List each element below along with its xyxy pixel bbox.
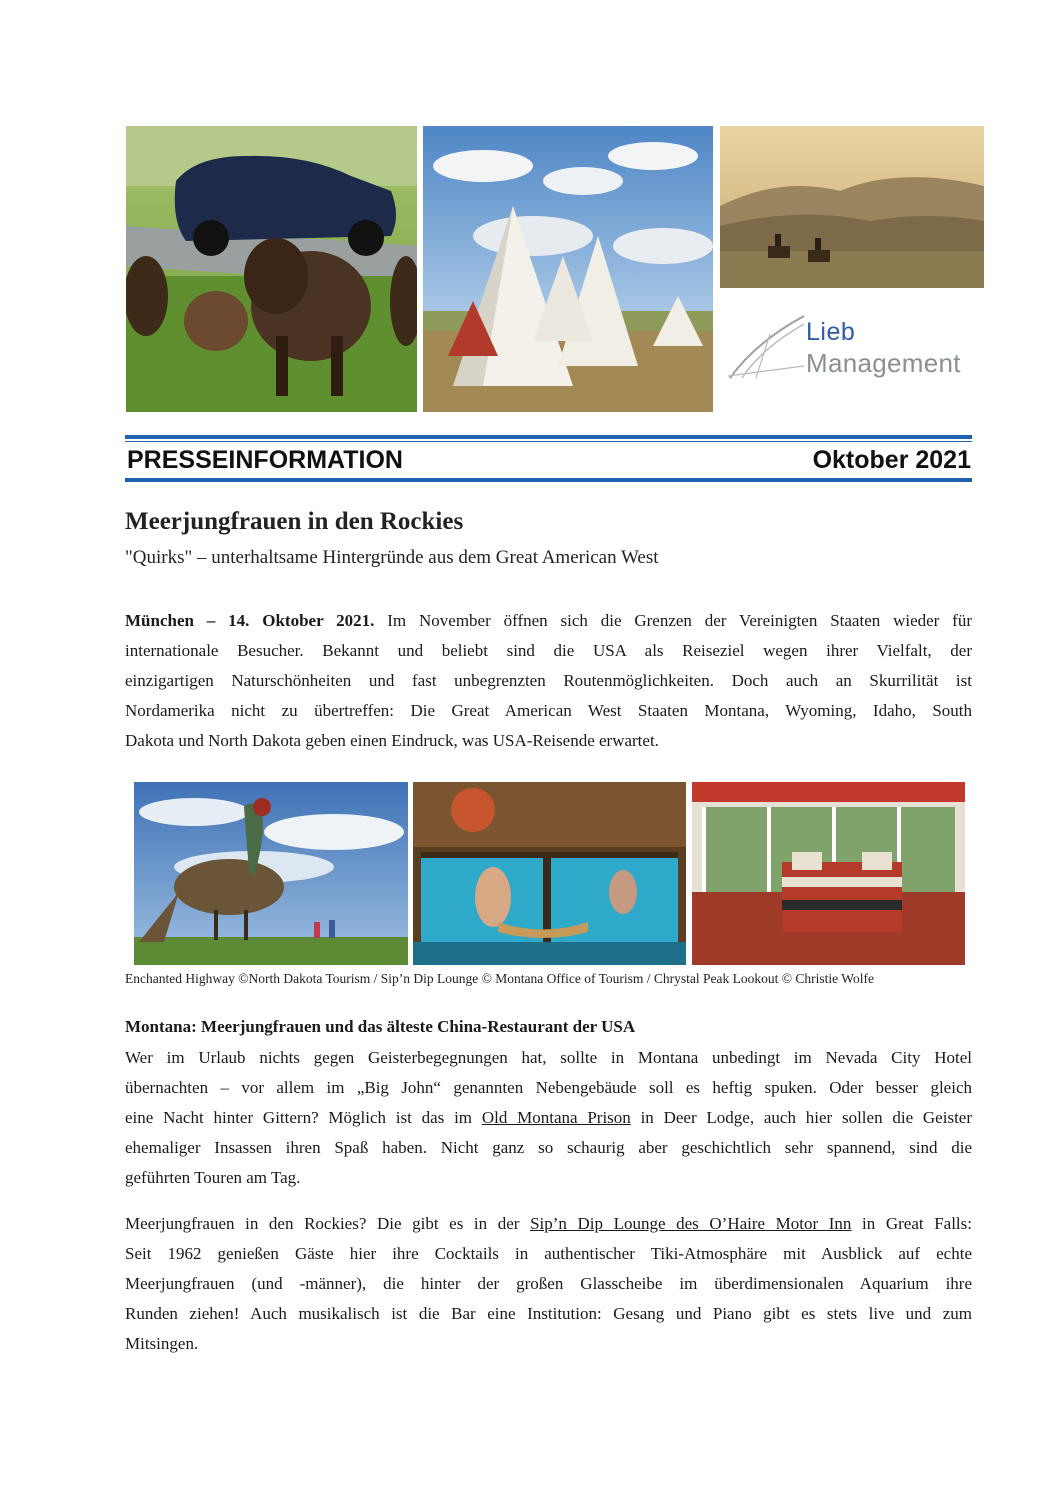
logo-text-management: Management [806, 348, 961, 378]
section-title: Montana: Meerjungfrauen und das älteste China-Restaurant der USA [125, 1017, 636, 1036]
press-date-label: Oktober 2021 [812, 446, 971, 474]
lieb-management-logo [726, 312, 982, 384]
sipn-dip-lounge-link[interactable]: Sip’n Dip Lounge des O’Haire Motor Inn [530, 1214, 852, 1233]
riders-at-sunset-photo [720, 126, 984, 288]
lookout-bedroom-photo [692, 782, 965, 965]
mermaid-aquarium-bar-photo [413, 782, 686, 965]
tipis-on-prairie-photo [423, 126, 713, 412]
photo-caption: Enchanted Highway ©North Dakota Tourism / Sip’n Dip Lounge © Montana Office of Tourism / Chrystal Peak Lookout © Christie Wolfe [125, 971, 874, 986]
header-rule-top [125, 435, 972, 439]
intro-paragraph: München – 14. Oktober 2021. Im November öffnen sich die Grenzen der Vereinigten Staaten wieder für internationale Besucher. Bekannt und beliebt sind die USA als Reiseziel wegen ihrer Vielfalt, der einzigartigen Naturschönheiten und fast unbegrenzten Routenmöglichkeiten. Doch auch an Skurrilität ist Nordamerika nicht zu übertreffen: Die Great American West Staaten Montana, Wyoming, Idaho, South Dakota und North Dakota geben einen Eindruck, was USA-Reisende erwartet. [125, 611, 972, 750]
dateline: München – 14. Oktober 2021. [125, 611, 375, 630]
old-montana-prison-link[interactable]: Old Montana Prison [481, 1108, 631, 1127]
headline: Meerjungfrauen in den Rockies [125, 508, 464, 535]
montana-paragraph-1: Wer im Urlaub nichts gegen Geisterbegegnungen hat, sollte in Montana unbedingt im Nevada City Hotel übernachten – vor allem im „Big John“ genannten Nebengebäude soll es heftig spuken. Oder besser gleich eine Nacht hinter Gittern? Möglich ist das im Old Montana Prison in Deer Lodge, auch hier sollen die Geister ehemaliger Insassen ihren Spaß haben. Nicht ganz so schaurig aber geschichtlich sehr spannend, sind die geführten Touren am Tag. [125, 1048, 973, 1187]
press-info-label: PRESSEINFORMATION [127, 446, 403, 474]
subheadline: "Quirks" – unterhaltsame Hintergründe aus dem Great American West [125, 547, 659, 568]
header-rule-bottom [125, 478, 972, 482]
bison-and-convertible-photo [126, 126, 417, 412]
pheasant-sculpture-photo [134, 782, 408, 965]
montana-paragraph-2: Meerjungfrauen in den Rockies? Die gibt es in der Sip’n Dip Lounge des O’Haire Motor Inn in Great Falls: Seit 1962 genießen Gäste hier ihre Cocktails in authentischer Tiki-Atmosphäre mit Ausblick auf echte Meerjungfrauen (und -männer), die hinter der großen Glasscheibe im überdimensionalen Aquarium ihre Runden ziehen! Auch musikalisch ist die Bar eine Institution: Gesang und Piano gibt es stets live und zum Mitsingen. [125, 1214, 972, 1353]
logo-text-lieb: Lieb [806, 318, 856, 346]
logo-swoosh-icon [726, 312, 806, 384]
header-rule-top-thin [125, 441, 972, 442]
